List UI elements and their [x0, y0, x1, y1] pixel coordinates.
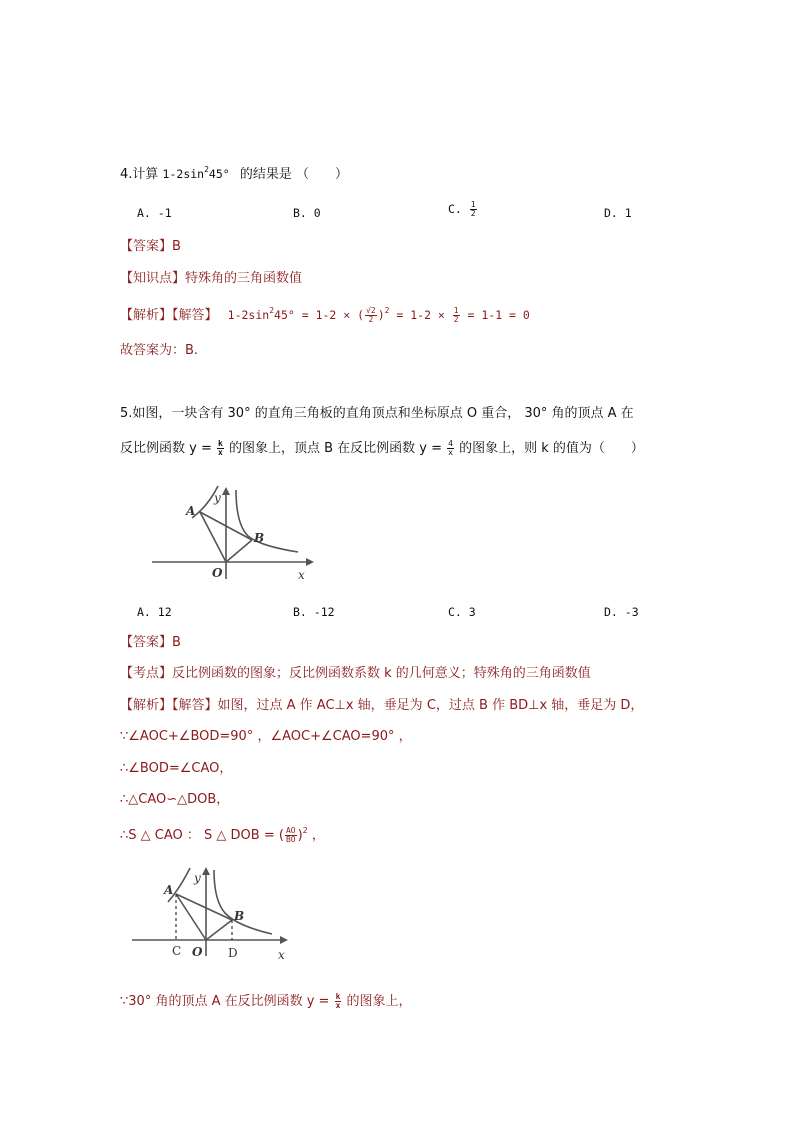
label-o: O — [212, 566, 223, 580]
q4-stem-prefix: 4.计算 — [120, 167, 159, 182]
fraction-denominator: 2 — [453, 315, 459, 324]
label-a: A — [186, 504, 196, 518]
half-fraction — [453, 307, 460, 324]
q4-option-d: D. 1 — [604, 206, 632, 220]
hyperbola-curve-right — [214, 870, 272, 934]
expr-part: 1-2sin — [227, 308, 270, 322]
q4-analysis-label: 【解析】【解答】 — [120, 308, 218, 323]
q4-expr-b: 45° — [208, 167, 230, 181]
q4-option-c-label: C. — [448, 202, 462, 216]
q4-analysis-expression — [228, 308, 530, 322]
ao-over-bo-fraction — [285, 827, 297, 844]
fraction-denominator: 2 — [368, 315, 374, 324]
hyperbola-curve-right — [236, 490, 298, 552]
expr-sup: 2 — [269, 306, 275, 315]
q4-option-a: A. -1 — [137, 206, 172, 220]
q4-option-c-fraction — [470, 201, 477, 218]
q5-option-c: C. 3 — [448, 605, 476, 619]
q5-analysis-line1: 【解析】【解答】如图，过点 A 作 AC⊥x 轴，垂足为 C，过点 B 作 BD⊥x 轴，垂足为 D， — [120, 698, 644, 713]
fraction-denominator: BO — [285, 835, 296, 844]
y-axis-arrow — [222, 487, 230, 495]
segment-ob — [226, 540, 252, 562]
q4-stem-suffix: 的结果是 （ ） — [239, 167, 348, 182]
q5-step4 — [120, 827, 325, 845]
q5-step4-c: ， — [307, 828, 325, 843]
q4-expr-sup: 2 — [204, 165, 209, 174]
q5-final-line — [120, 993, 412, 1011]
label-d: D — [228, 946, 238, 960]
label-a: A — [164, 883, 174, 897]
q4-option-c — [448, 200, 478, 218]
x-axis-arrow — [280, 936, 288, 944]
q4-conclusion: 故答案为：B. — [120, 343, 199, 358]
q5-option-a: A. 12 — [137, 605, 172, 619]
fraction-denominator: x — [335, 1001, 341, 1010]
x-axis-arrow — [306, 558, 314, 566]
fraction-denominator: 2 — [470, 209, 476, 218]
q5-step2: ∴∠BOD=∠CAO， — [120, 761, 233, 776]
q4-expr-a: 1-2sin — [162, 167, 205, 181]
q5-figure-2 — [128, 864, 298, 964]
sqrt2-over-2-fraction — [365, 307, 377, 324]
q5-step4-b: ) — [297, 828, 303, 843]
q5-option-d: D. -3 — [604, 605, 639, 619]
label-x: x — [298, 568, 305, 582]
expr-part: ) — [377, 308, 385, 322]
q5-step3: ∴△CAO∽△DOB， — [120, 792, 230, 807]
q5-final-b: 的图象上， — [342, 994, 412, 1009]
fraction-numerator: √2 — [366, 306, 376, 315]
expr-part: = 1-2 × — [389, 308, 452, 322]
fraction-numerator: 1 — [470, 200, 476, 209]
label-b: B — [234, 909, 245, 923]
y-axis-arrow — [202, 867, 210, 875]
q5-line2-b: 的图象上，顶点 B 在反比例函数 y = — [224, 441, 447, 456]
label-y: y — [194, 871, 201, 885]
q4-answer: 【答案】B — [120, 239, 181, 254]
label-c: C — [172, 944, 182, 958]
q5-line2-c: 的图象上，则 k 的值为（ ） — [454, 441, 644, 456]
q5-test-points: 【考点】反比例函数的图象；反比例函数系数 k 的几何意义；特殊角的三角函数值 — [120, 666, 591, 681]
fraction-numerator: 1 — [453, 306, 459, 315]
q5-option-b: B. -12 — [293, 605, 335, 619]
k-over-x-fraction — [217, 440, 224, 457]
q5-stem-line1: 5.如图，一块含有 30° 的直角三角板的直角顶点和坐标原点 O 重合， 30° 角的顶点 A 在 — [120, 406, 634, 421]
expr-sup: 2 — [384, 306, 390, 315]
fraction-numerator: k — [217, 439, 223, 448]
q4-analysis — [120, 306, 530, 325]
fraction-denominator: x — [448, 448, 453, 457]
q4-knowledge-point: 【知识点】特殊角的三角函数值 — [120, 271, 303, 286]
label-y: y — [214, 491, 221, 505]
q4-expression — [163, 167, 230, 181]
fraction-numerator: k — [335, 992, 341, 1001]
q5-answer: 【答案】B — [120, 635, 181, 650]
fraction-numerator: 4 — [448, 439, 453, 448]
q5-figure-1 — [148, 484, 318, 584]
expr-part: 45° = 1-2 × ( — [274, 308, 365, 322]
q5-step4-sup: 2 — [302, 826, 308, 835]
k-over-x-fraction — [335, 993, 342, 1010]
q5-step1: ∵∠AOC+∠BOD=90° ，∠AOC+∠CAO=90° ， — [120, 729, 412, 744]
fraction-denominator: x — [217, 448, 223, 457]
fraction-numerator: AO — [285, 826, 296, 835]
four-over-x-fraction — [447, 440, 454, 457]
q4-stem — [120, 165, 348, 184]
q5-final-a: ∵30° 角的顶点 A 在反比例函数 y = — [120, 994, 334, 1009]
label-b: B — [254, 531, 265, 545]
segment-ob — [206, 920, 232, 940]
label-o: O — [192, 945, 203, 959]
q5-line2-a: 反比例函数 y = — [120, 441, 216, 456]
q5-stem-line2 — [120, 440, 644, 458]
expr-part: = 1-1 = 0 — [460, 308, 530, 322]
q5-step4-a: ∴S △ CAO ： S △ DOB = ( — [120, 828, 284, 843]
label-x: x — [278, 948, 285, 962]
q4-option-b: B. 0 — [293, 206, 321, 220]
